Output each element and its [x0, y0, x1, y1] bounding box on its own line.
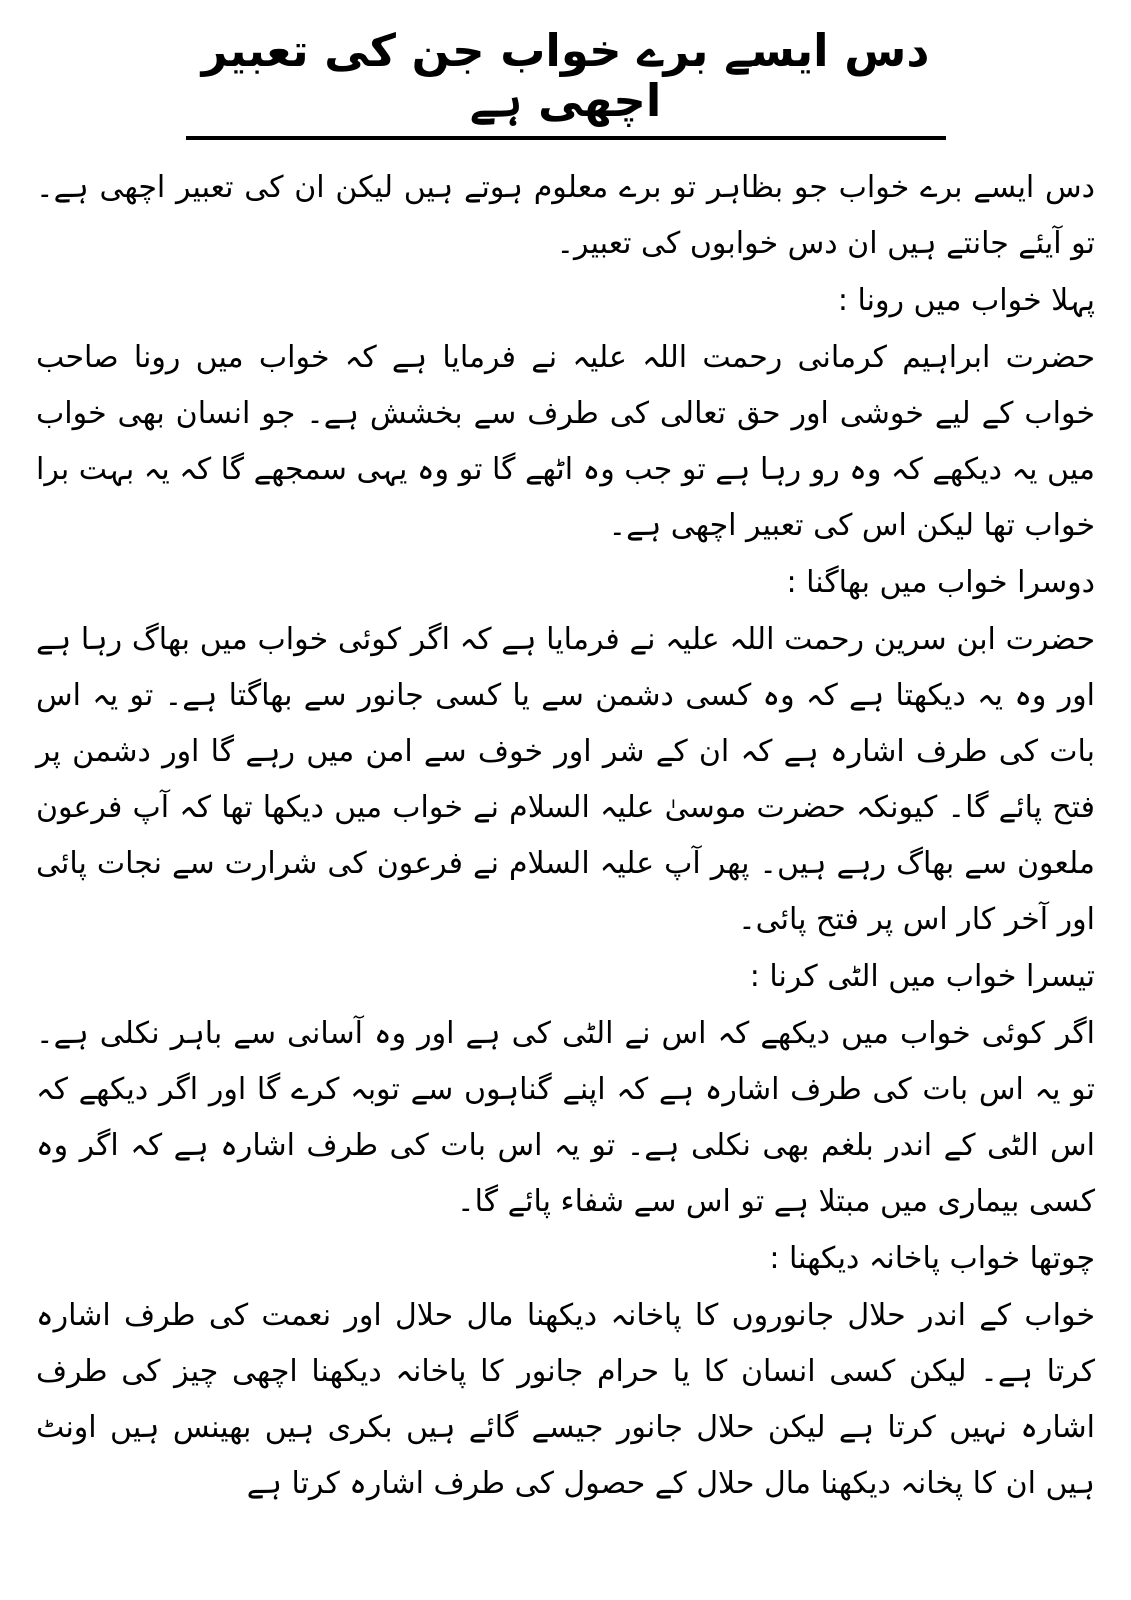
- title-underline: [186, 136, 946, 140]
- section-2-heading: دوسرا خواب میں بھاگنا :: [786, 565, 1095, 600]
- intro-paragraph: دس ایسے برے خواب جو بظاہر تو برے معلوم ہوتے ہیں لیکن ان کی تعبیر اچھی ہے۔ تو آیئے جانتے ہیں ان دس خوابوں کی تعبیر۔: [36, 170, 1095, 261]
- section-4-text: خواب کے اندر حلال جانوروں کا پاخانہ دیکھنا مال حلال اور نعمت کی طرف اشارہ کرتا ہے۔ لیکن کسی انسان کا یا حرام جانور کا پاخانہ دیکھنا اچھی چیز کی طرف اشارہ نہیں کرتا ہے لیکن حلال جانور جیسے گائے ہیں بکری ہیں بھینس ہیں اونٹ ہیں ان کا پخانہ دیکھنا مال حلال کے حصول کی طرف اشارہ کرتا ہے: [36, 1298, 1095, 1501]
- document-title: دس ایسے برے خواب جن کی تعبیر اچھی ہے: [201, 24, 930, 127]
- section-4-heading: چوتھا خواب پاخانہ دیکھنا :: [769, 1241, 1095, 1276]
- section-1-text: حضرت ابراہیم کرمانی رحمت اللہ علیہ نے فرمایا ہے کہ خواب میں رونا صاحب خواب کے لیے خوشی اور حق تعالی کی طرف سے بخشش ہے۔ جو انسان بھی خواب میں یہ دیکھے کہ وہ رو رہا ہے تو جب وہ اٹھے گا تو وہ یہی سمجھے گا کہ یہ بہت برا خواب تھا لیکن اس کی تعبیر اچھی ہے۔: [36, 340, 1095, 543]
- section-3-text: اگر کوئی خواب میں دیکھے کہ اس نے الٹی کی ہے اور وہ آسانی سے باہر نکلی ہے۔ تو یہ اس بات کی طرف اشارہ ہے کہ اپنے گناہوں سے توبہ کرے گا اور اگر دیکھے کہ اس الٹی کے اندر بلغم بھی نکلی ہے۔ تو یہ اس بات کی طرف اشارہ ہے کہ اگر وہ کسی بیماری میں مبتلا ہے تو اس سے شفاء پائے گا۔: [36, 1016, 1095, 1219]
- section-2-text: حضرت ابن سرین رحمت اللہ علیہ نے فرمایا ہے کہ اگر کوئی خواب میں بھاگ رہا ہے اور وہ یہ دیکھتا ہے کہ وہ کسی دشمن سے یا کسی جانور سے بھاگتا ہے۔ تو یہ اس بات کی طرف اشارہ ہے کہ ان کے شر اور خوف سے امن میں رہے گا اور دشمن پر فتح پائے گا۔ کیونکہ حضرت موسیٰ علیہ السلام نے خواب میں دیکھا تھا کہ آپ فرعون ملعون سے بھاگ رہے ہیں۔ پھر آپ علیہ السلام نے فرعون کی شرارت سے نجات پائی اور آخر کار اس پر فتح پائی۔: [36, 622, 1095, 937]
- section-3-heading: تیسرا خواب میں الٹی کرنا :: [749, 959, 1095, 994]
- section-1-heading: پہلا خواب میں رونا :: [837, 283, 1095, 318]
